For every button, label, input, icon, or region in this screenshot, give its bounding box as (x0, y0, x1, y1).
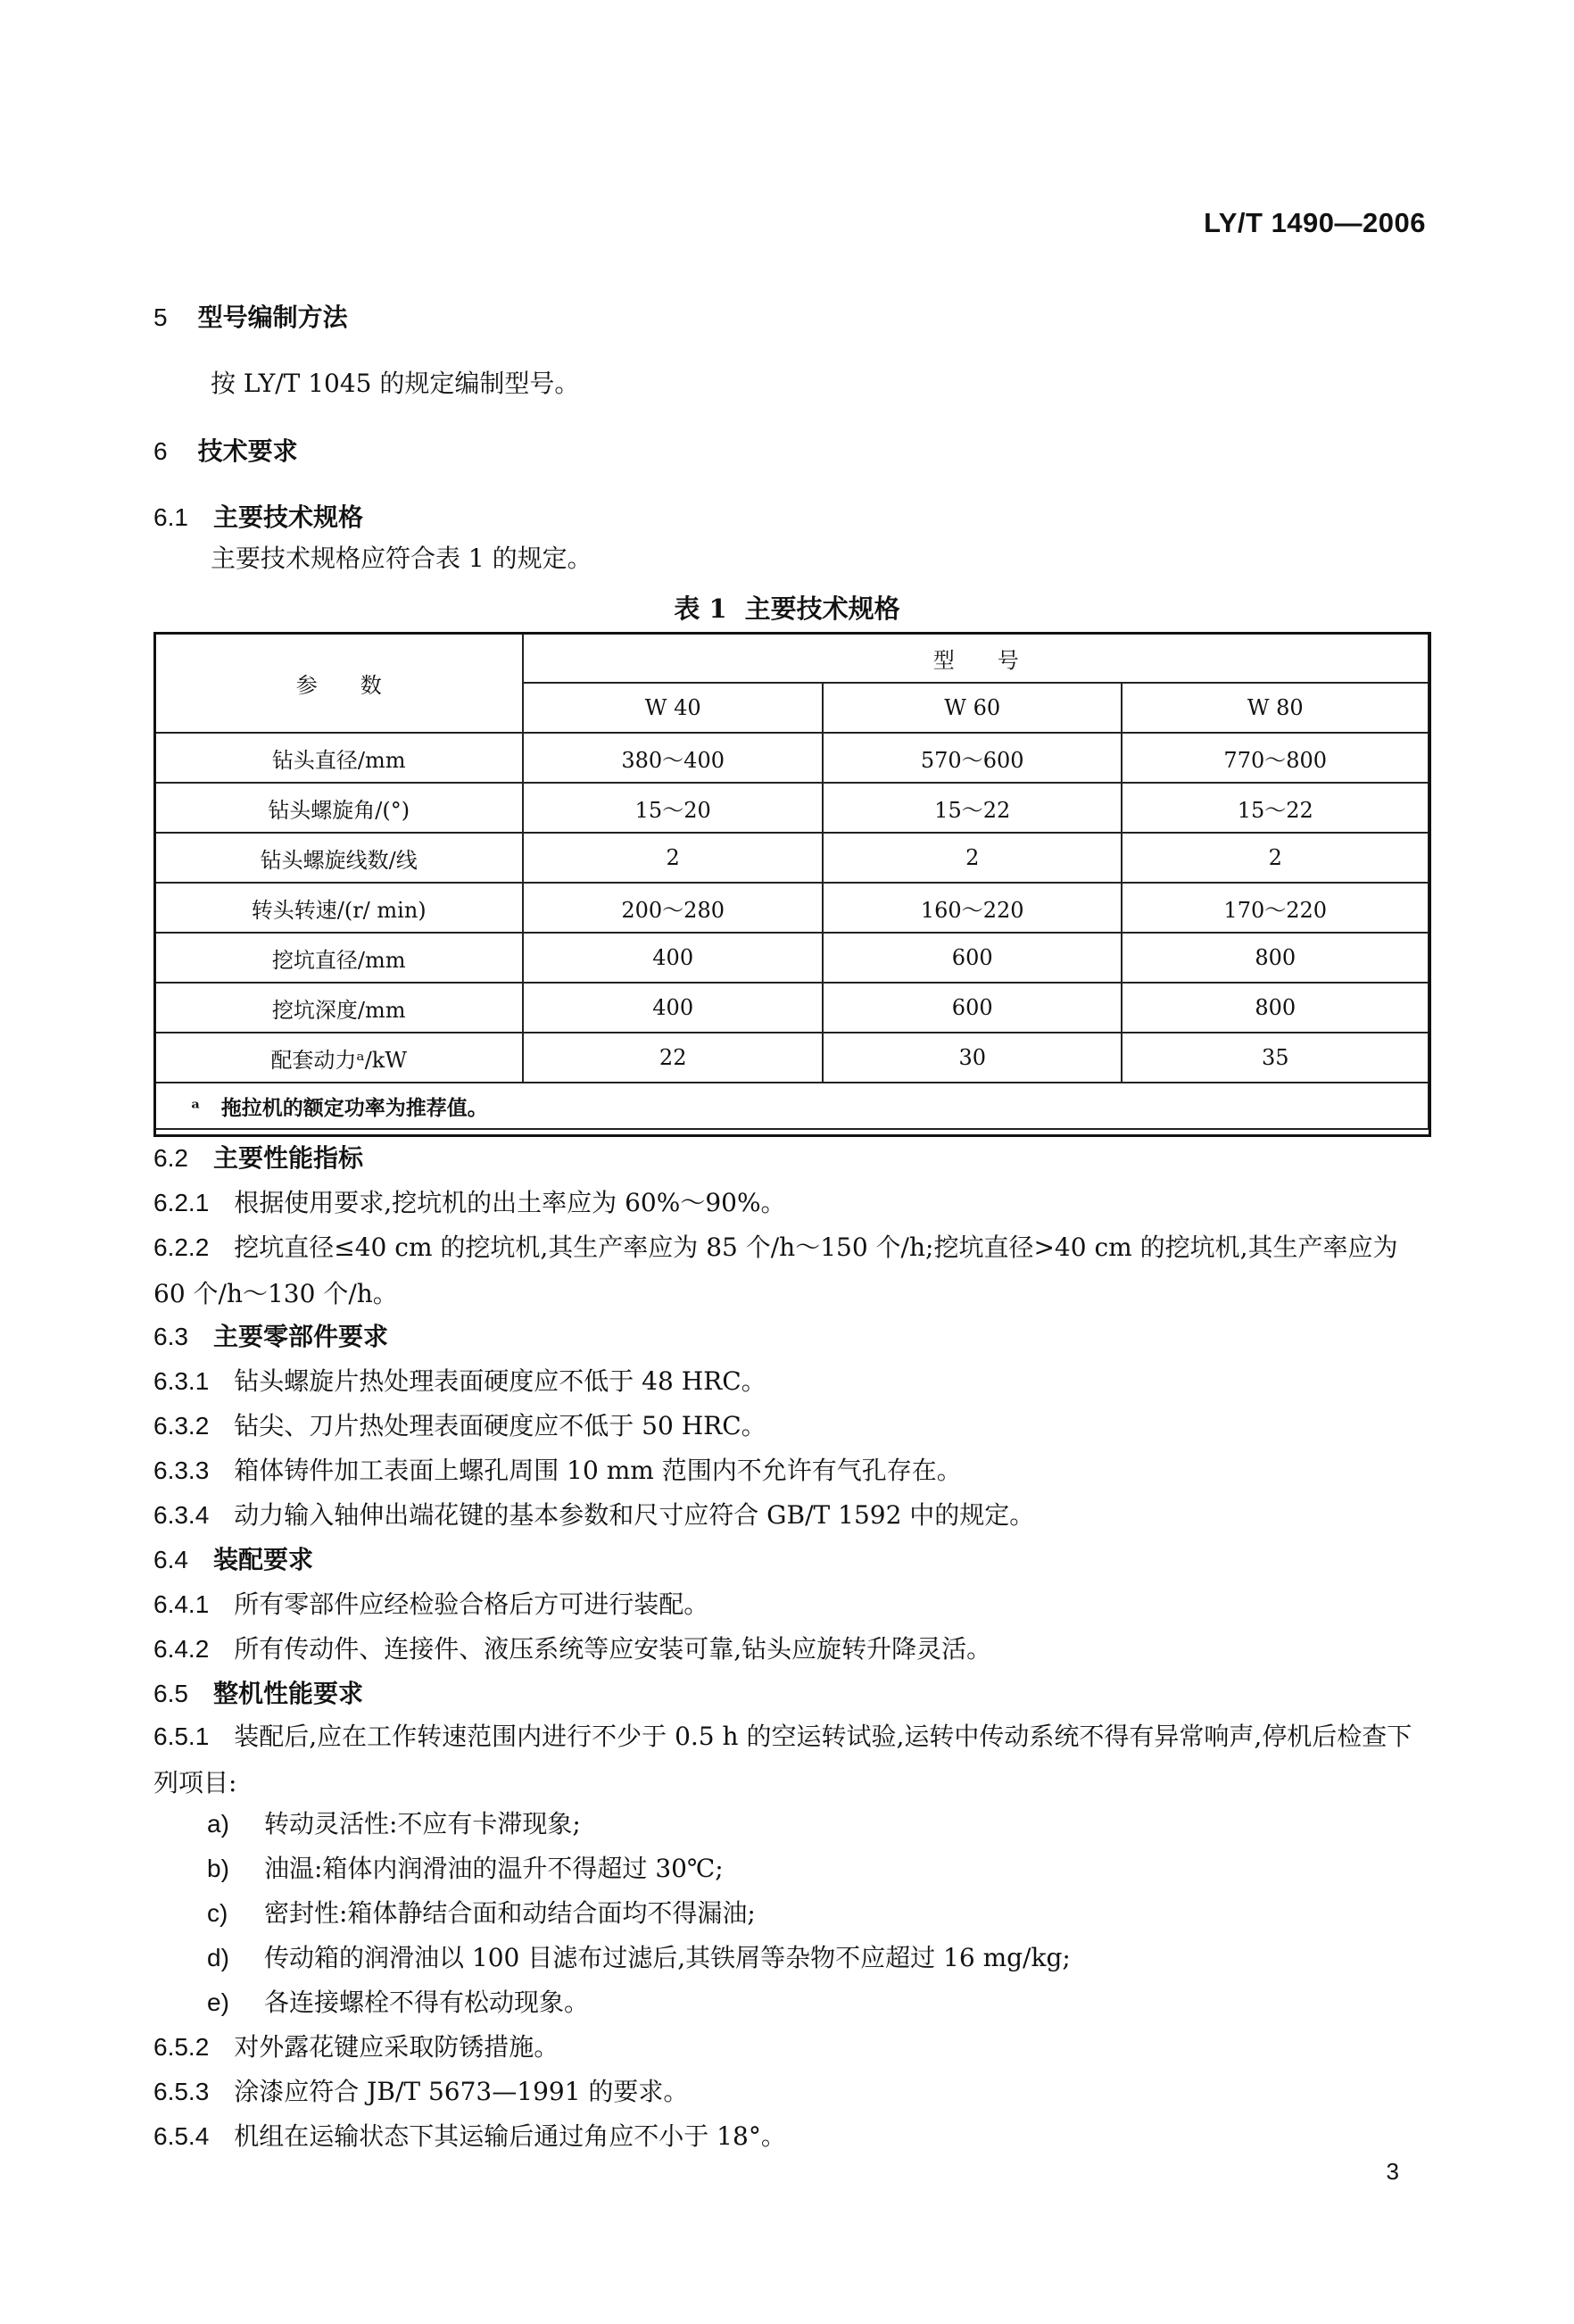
clause-6-5-3 (153, 2074, 688, 2110)
clause-text: 装配后,应在工作转速范围内进行不少于 0.5 h 的空运转试验,运转中传动系统不得有异常响声,停机后检查下列项目: (153, 1722, 1412, 1797)
section-6-heading (153, 434, 298, 469)
clause-6-5-2 (153, 2029, 559, 2065)
list-label: a) (207, 1810, 229, 1838)
section-5-text: 按 LY/T 1045 的规定编制型号。 (211, 369, 580, 398)
table-row (154, 983, 1429, 1033)
section-title: 主要性能指标 (212, 1143, 363, 1173)
model-cell: W 80 (1122, 683, 1429, 733)
clause-text: 挖坑直径≤40 cm 的挖坑机,其生产率应为 85 个/h～150 个/h;挖坑直径>40 cm 的挖坑机,其生产率应为 60 个/h～130 个/h。 (153, 1233, 1398, 1308)
value-cell: 170～220 (1122, 883, 1429, 933)
clause-text: 机组在运输状态下其运输后通过角应不小于 18°。 (234, 2121, 786, 2151)
list-item (207, 1851, 724, 1887)
value-cell: 800 (1122, 983, 1429, 1033)
section-title: 整机性能要求 (212, 1679, 363, 1708)
section-5-heading (153, 300, 348, 336)
value-cell: 770～800 (1122, 733, 1429, 783)
clause-text: 所有传动件、连接件、液压系统等应安装可靠,钻头应旋转升降灵活。 (234, 1634, 992, 1664)
clause-6-3-2 (153, 1408, 766, 1444)
spec-table (153, 632, 1429, 1130)
clause-text: 动力输入轴伸出端花键的基本参数和尺寸应符合 GB/T 1592 中的规定。 (234, 1500, 1035, 1530)
section-number: 6 (153, 437, 168, 465)
value-cell: 400 (523, 983, 823, 1033)
value-cell: 800 (1122, 933, 1429, 983)
clause-number: 6.4.1 (153, 1590, 210, 1618)
param-cell: 钻头螺旋线数/线 (154, 833, 523, 883)
model-header: 型 号 (523, 633, 1429, 683)
value-cell: 15～22 (1122, 783, 1429, 833)
clause-number: 6.3.4 (153, 1501, 210, 1529)
table-row (154, 733, 1429, 783)
clause-number: 6.3.2 (153, 1412, 210, 1440)
section-number: 6.3 (153, 1323, 188, 1350)
value-cell: 15～20 (523, 783, 823, 833)
section-number: 6.4 (153, 1546, 188, 1573)
list-text: 各连接螺栓不得有松动现象。 (264, 1988, 590, 2017)
section-title: 主要技术规格 (212, 502, 363, 532)
table-caption-title: 主要技术规格 (744, 593, 900, 624)
section-number: 5 (153, 303, 168, 331)
table-row (154, 883, 1429, 933)
table-footnote: ᵃ 拖拉机的额定功率为推荐值。 (154, 1083, 1429, 1129)
table-caption-number: 表 1 (674, 593, 727, 624)
clause-number: 6.2.2 (153, 1233, 210, 1261)
param-cell: 转头转速/(r/ min) (154, 883, 523, 933)
section-6-1-text: 主要技术规格应符合表 1 的规定。 (211, 544, 592, 573)
table-row (154, 1033, 1429, 1083)
section-6-4-heading (153, 1542, 313, 1578)
table-row (154, 833, 1429, 883)
value-cell: 15～22 (823, 783, 1123, 833)
clause-6-3-4 (153, 1498, 1034, 1533)
value-cell: 400 (523, 933, 823, 983)
value-cell: 2 (1122, 833, 1429, 883)
table-row (154, 783, 1429, 833)
clause-number: 6.2.1 (153, 1189, 210, 1216)
clause-number: 6.5.4 (153, 2122, 210, 2150)
clause-6-4-2 (153, 1631, 991, 1667)
list-item (207, 1985, 589, 2021)
value-cell: 22 (523, 1033, 823, 1083)
list-label: b) (207, 1855, 229, 1882)
list-label: d) (207, 1944, 229, 1971)
model-cell: W 60 (823, 683, 1123, 733)
table-row (154, 933, 1429, 983)
section-title: 技术要求 (197, 436, 298, 466)
section-number: 6.2 (153, 1144, 188, 1172)
clause-text: 涂漆应符合 JB/T 5673—1991 的要求。 (234, 2077, 689, 2106)
value-cell: 600 (823, 933, 1123, 983)
param-cell: 钻头直径/mm (154, 733, 523, 783)
table-caption (0, 589, 1574, 626)
clause-text: 所有零部件应经检验合格后方可进行装配。 (234, 1589, 709, 1619)
list-text: 油温:箱体内润滑油的温升不得超过 30℃; (264, 1854, 724, 1883)
clause-6-5-1 (153, 1714, 1429, 1806)
value-cell: 2 (523, 833, 823, 883)
list-item (207, 1896, 756, 1931)
clause-text: 钻尖、刀片热处理表面硬度应不低于 50 HRC。 (234, 1411, 766, 1440)
clause-text: 对外露花键应采取防锈措施。 (234, 2032, 559, 2062)
model-cell: W 40 (523, 683, 823, 733)
clause-text: 钻头螺旋片热处理表面硬度应不低于 48 HRC。 (234, 1366, 766, 1396)
value-cell: 380～400 (523, 733, 823, 783)
section-number: 6.5 (153, 1680, 188, 1707)
clause-number: 6.5.1 (153, 1722, 210, 1750)
list-item (207, 1940, 1071, 1976)
page-number: 3 (1386, 2158, 1399, 2185)
clause-text: 根据使用要求,挖坑机的出土率应为 60%～90%。 (234, 1188, 786, 1217)
clause-6-5-4 (153, 2119, 786, 2154)
list-label: e) (207, 1988, 229, 2016)
value-cell: 160～220 (823, 883, 1123, 933)
section-6-1-heading (153, 500, 363, 535)
list-text: 密封性:箱体静结合面和动结合面均不得漏油; (264, 1898, 756, 1928)
list-text: 传动箱的润滑油以 100 目滤布过滤后,其铁屑等杂物不应超过 16 mg/kg; (264, 1943, 1071, 1972)
clause-number: 6.4.2 (153, 1635, 210, 1663)
value-cell: 600 (823, 983, 1123, 1033)
section-6-3-heading (153, 1319, 388, 1355)
clause-6-2-2 (153, 1224, 1429, 1317)
value-cell: 35 (1122, 1033, 1429, 1083)
list-label: c) (207, 1899, 228, 1927)
param-header: 参 数 (154, 633, 523, 733)
section-6-5-heading (153, 1676, 363, 1712)
clause-number: 6.3.3 (153, 1457, 210, 1484)
clause-number: 6.3.1 (153, 1367, 210, 1395)
value-cell: 2 (823, 833, 1123, 883)
clause-6-3-1 (153, 1364, 766, 1399)
doc-id-header: LY/T 1490—2006 (1204, 207, 1426, 238)
clause-6-2-1 (153, 1185, 786, 1221)
section-title: 装配要求 (212, 1545, 313, 1574)
value-cell: 570～600 (823, 733, 1123, 783)
list-item (207, 1806, 581, 1842)
clause-number: 6.5.3 (153, 2078, 210, 2105)
param-cell: 钻头螺旋角/(°) (154, 783, 523, 833)
section-6-2-heading (153, 1141, 363, 1176)
value-cell: 200～280 (523, 883, 823, 933)
param-cell: 配套动力ᵃ/kW (154, 1033, 523, 1083)
param-cell: 挖坑深度/mm (154, 983, 523, 1033)
clause-text: 箱体铸件加工表面上螺孔周围 10 mm 范围内不允许有气孔存在。 (234, 1456, 962, 1485)
list-text: 转动灵活性:不应有卡滞现象; (264, 1809, 581, 1838)
clause-6-4-1 (153, 1587, 708, 1623)
section-title: 主要零部件要求 (212, 1322, 388, 1351)
param-cell: 挖坑直径/mm (154, 933, 523, 983)
section-title: 型号编制方法 (197, 303, 348, 332)
clause-number: 6.5.2 (153, 2033, 210, 2061)
section-number: 6.1 (153, 503, 188, 531)
clause-6-3-3 (153, 1453, 962, 1489)
value-cell: 30 (823, 1033, 1123, 1083)
